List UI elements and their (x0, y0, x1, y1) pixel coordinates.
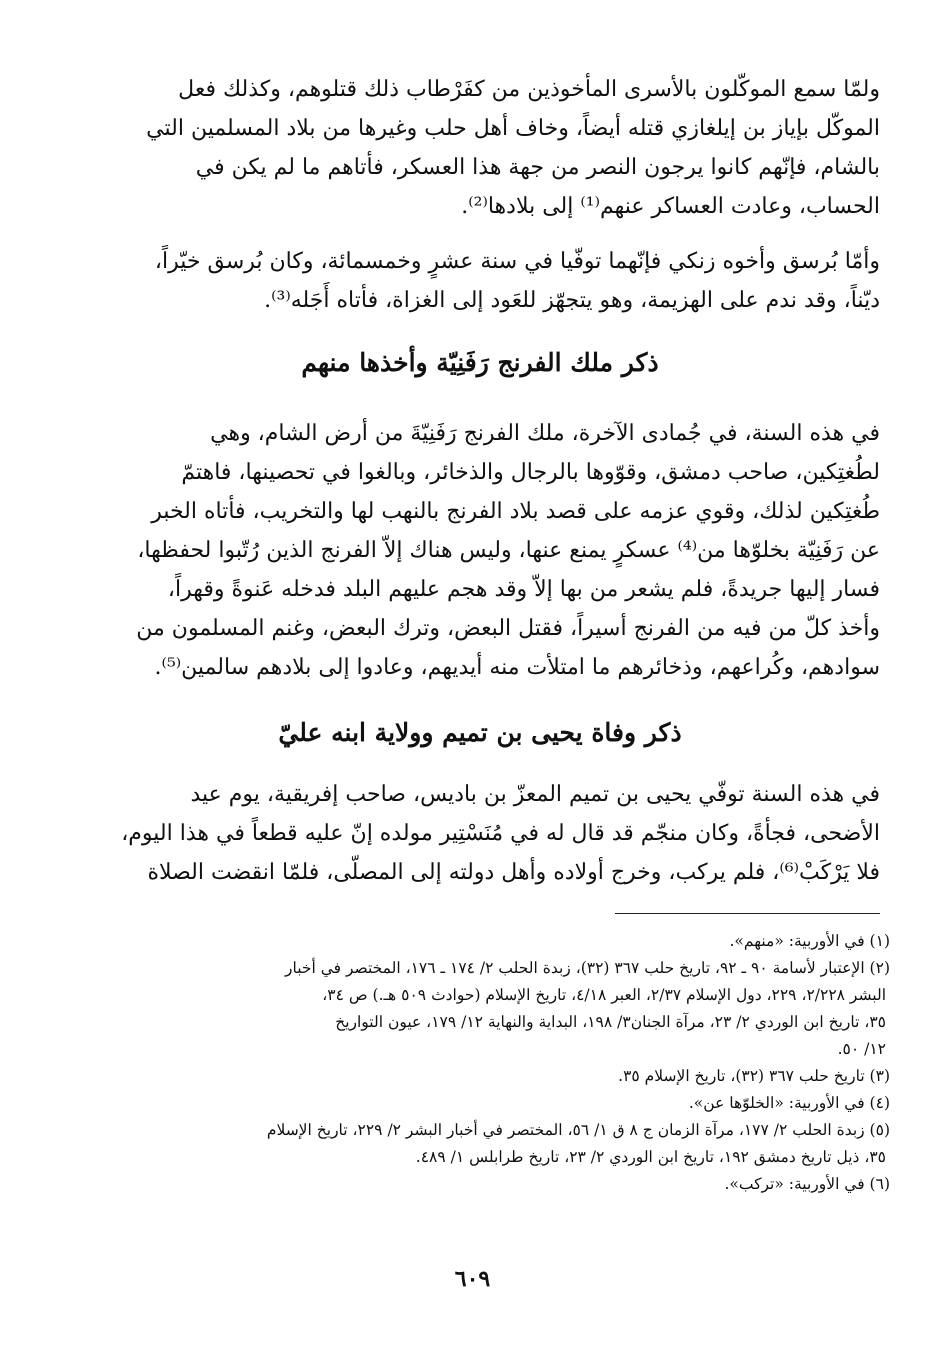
text-line: الموكّل بإياز بن إيلغازي قتله أيضاً، وخاف أهل حلب وغيرها من بلاد المسلمين التي (146, 116, 880, 141)
text-line: لطُغتِكين، صاحب دمشق، وقوّوها بالرجال والذخائر، وبالغوا في تحصينها، فاهتمّ (181, 460, 880, 485)
text-line: سوادهم، وكُراعهم، وذخائرهم ما امتلأت منه أيديهم، وعادوا إلى بلادهم سالمين⁽⁵⁾. (154, 655, 880, 680)
footnote-5 (80, 1117, 890, 1171)
footnote-line: البشر ٢/٢٢٨، ٢٢٩، دول الإسلام ٢/٣٧، العبر ٤/١٨، تاريخ الإسلام (حوادث ٥٠٩ هـ.) ص ٣٤، (322, 986, 886, 1004)
footnote-line: ٣٥، ذيل تاريخ دمشق ١٩٢، تاريخ ابن الوردي ٢/ ٢٣، تاريخ طرابلس ١/ ٤٨٩. (415, 1148, 886, 1166)
footnote-3 (80, 1063, 890, 1090)
footnote-line: ١٢/ ٥٠. (837, 1040, 886, 1058)
text-line: فلا يَرْكَبْ⁽⁶⁾، فلم يركب، وخرج أولاده وأهل دولته إلى المصلّى، فلمّا انقضت الصلاة (147, 860, 880, 885)
footnotes (80, 928, 890, 1198)
text-line: في هذه السنة، في جُمادى الآخرة، ملك الفرنج رَفَنِيّةَ من أرض الشام، وهي (210, 421, 880, 446)
paragraph-4 (80, 775, 880, 892)
text-line: عن رَفَنِيّة بخلوّها من⁽⁴⁾ عسكرٍ يمنع عنها، وليس هناك إلاّ الفرنج الذين رُتّبوا لحفظها، (137, 538, 880, 563)
text-line: فسار إليها جريدةً، فلم يشعر من بها إلاّ وقد هجم عليهم البلد فدخله عَنوةً وقهراً، (167, 577, 880, 602)
text-line: وأمّا بُرسق وأخوه زنكي فإنّهما توفّيا في سنة عشرٍ وخمسمائة، وكان بُرسق خيّراً، (154, 249, 880, 274)
text-line: في هذه السنة توفّي يحيى بن تميم المعزّ بن باديس، صاحب إفريقية، يوم عيد (190, 782, 880, 807)
footnote-6 (80, 1171, 890, 1198)
footnote-line: (٣) تاريخ حلب ٣٦٧ (٣٢)، تاريخ الإسلام ٣٥. (618, 1067, 890, 1085)
footnote-line: (٤) في الأوربية: «الخلوّها عن». (688, 1094, 890, 1112)
section-heading: ذكر وفاة يحيى بن تميم وولاية ابنه عليّ (278, 718, 682, 747)
paragraph-2 (80, 242, 880, 320)
footnote-line: (٢) الإعتبار لأسامة ٩٠ ـ ٩٢، تاريخ حلب ٣٦٧ (٣٢)، زبدة الحلب ٢/ ١٧٤ ـ ١٧٦، المختصر في أخبار (285, 959, 890, 977)
page-number: ٦٠٩ (454, 1266, 491, 1292)
paragraph-3 (80, 414, 880, 687)
text-line: بالشام، فإنّهم كانوا يرجون النصر من جهة هذا العسكر، فأتاهم ما لم يكن في (195, 155, 880, 180)
paragraph-1 (80, 70, 880, 226)
section-heading: ذكر ملك الفرنج رَفَنِيّة وأخذها منهم (301, 348, 659, 377)
text-line: طُغتِكين لذلك، وقوي عزمه على قصد بلاد الفرنج بالنهب لها والتخريب، فأتاه الخبر (151, 499, 880, 524)
text-line: ولمّا سمع الموكّلون بالأسرى المأخوذين من كفَرْطاب ذلك قتلوهم، وكذلك فعل (178, 77, 880, 102)
footnote-separator (615, 913, 880, 914)
footnote-line: (٦) في الأوربية: «تركب». (724, 1175, 890, 1193)
text-line: وأخذ كلّ من فيه من الفرنج أسيراً، فقتل البعض، وترك البعض، وغنم المسلمون من (136, 616, 880, 641)
footnote-line: (١) في الأوربية: «منهم». (729, 932, 890, 950)
footnote-2 (80, 955, 890, 1063)
text-line: الحساب، وعادت العساكر عنهم⁽¹⁾ إلى بلادها⁽²⁾. (461, 194, 880, 219)
footnote-line: ٣٥، تاريخ ابن الوردي ٢/ ٢٣، مرآة الجنان٣/ ١٩٨، البداية والنهاية ١٢/ ١٧٩، عيون التواريخ (335, 1013, 886, 1031)
footnote-4 (80, 1090, 890, 1117)
text-line: الأضحى، فجأةً، وكان منجّم قد قال له في مُنَسْتِير مولده إنّ عليه قطعاً في هذا اليوم، (121, 821, 880, 846)
text-line: ديّناً، وقد ندم على الهزيمة، وهو يتجهّز للعَود إلى الغزاة، فأتاه أَجَله⁽³⁾. (264, 288, 880, 313)
footnote-1 (80, 928, 890, 955)
footnote-line: (٥) زبدة الحلب ٢/ ١٧٧، مرآة الزمان ج ٨ ق ١/ ٥٦، المختصر في أخبار البشر ٢/ ٢٢٩، تاريخ الإسلام (266, 1121, 890, 1139)
